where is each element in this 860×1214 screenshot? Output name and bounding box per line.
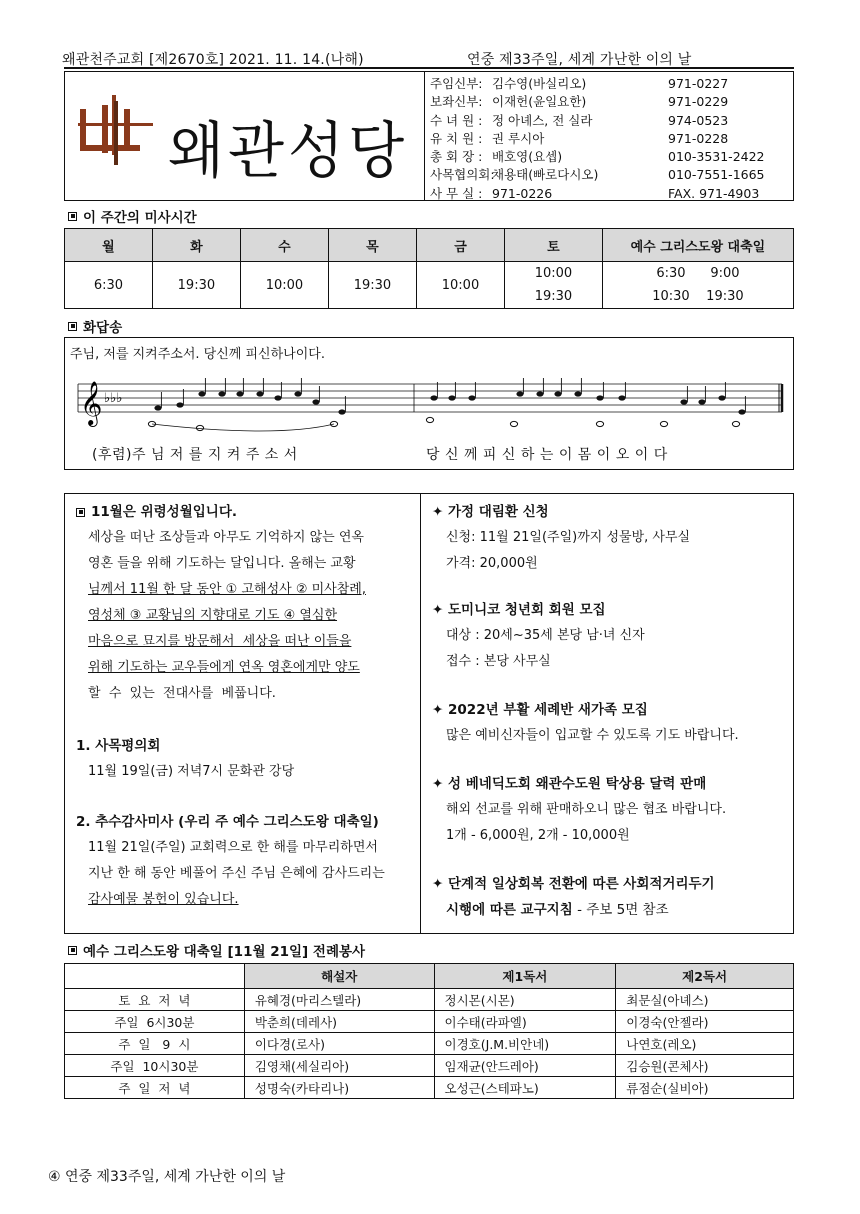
- staff-phone: 974-0523: [668, 112, 729, 128]
- announcement-line: 대상 : 20세~35세 본당 남·녀 신자: [446, 628, 645, 643]
- note-head: [256, 391, 263, 396]
- announcement-title: [432, 697, 792, 723]
- mass-time-line: 10:30 19:30: [652, 289, 744, 304]
- staff-name: 이재헌(윤일요한): [492, 94, 587, 110]
- staff-name: 971-0226: [492, 185, 553, 201]
- staff-row: [430, 112, 765, 130]
- announcement-line: 신청: 11월 21일(주일)까지 성물방, 사무실: [446, 530, 691, 545]
- svg-text:𝄞: 𝄞: [80, 381, 103, 425]
- staff-row: [430, 185, 765, 203]
- staff-row: [430, 93, 765, 111]
- staff-role: 사목협의회:: [430, 167, 495, 183]
- staff-row: [430, 166, 765, 184]
- mass-times-title: 이 주간의 미사시간: [83, 210, 197, 226]
- four-point-star-icon: ✦: [432, 504, 449, 520]
- staff-role: 유 치 원 :: [430, 130, 483, 146]
- square-bullet-icon: [68, 946, 77, 955]
- service-name-cell: 오성근(스테파노): [434, 1077, 616, 1099]
- announcement-title-text: 단계적 일상회복 전환에 따른 사회적거리두기: [448, 876, 715, 892]
- staff-row: [430, 130, 765, 148]
- service-column-header: 제2독서: [616, 964, 794, 989]
- staff-role: 보좌신부:: [430, 94, 483, 110]
- church-name-logo: 왜관성당: [168, 114, 409, 186]
- november-body-line: 영성체 ③ 교황님의 지향대로 기도 ④ 열심한: [88, 608, 338, 623]
- announcements-left: [76, 499, 416, 913]
- service-name-cell: 이경호(J.M.비안네): [434, 1033, 616, 1055]
- header-rule: [64, 67, 794, 69]
- square-bullet-icon: [68, 212, 77, 221]
- service-name-cell: 정시몬(시몬): [434, 989, 616, 1011]
- note-head: [718, 395, 725, 400]
- mass-time-cell: 6:30: [65, 262, 153, 309]
- announcement-title: [432, 771, 792, 797]
- announcement-title-text: 도미니코 청년회 회원 모집: [448, 602, 606, 618]
- staff-phone: 971-0229: [668, 94, 729, 110]
- service-column-header: 제1독서: [434, 964, 616, 989]
- note-head: [536, 391, 543, 396]
- service-column-header: 해설자: [244, 964, 434, 989]
- service-name-cell: 이다경(로사): [244, 1033, 434, 1055]
- psalm-score: [76, 372, 788, 442]
- service-row: [65, 1055, 794, 1077]
- announcement-title-text: 시행에 따른 교구지침: [446, 902, 573, 918]
- mass-time-line: 6:30 9:00: [656, 266, 740, 281]
- note-head: [154, 405, 161, 410]
- november-body: [76, 525, 416, 707]
- service-time-cell: 주 일 9 시: [65, 1033, 245, 1055]
- bass-note-head: [732, 421, 739, 426]
- page-footer: ④ 연중 제33주일, 세계 가난한 이의 날: [48, 1169, 286, 1185]
- service-heading: [68, 940, 365, 960]
- mass-day-header: 화: [152, 229, 240, 262]
- church-logo-icon: [78, 95, 158, 165]
- mass-day-header: 토: [505, 229, 603, 262]
- staff-directory: [430, 75, 765, 203]
- service-name-cell: 김승원(콘체사): [616, 1055, 794, 1077]
- service-name-cell: 성명숙(카타리나): [244, 1077, 434, 1099]
- staff-phone: 971-0227: [668, 76, 729, 91]
- psalm-lyrics-right: 당 신 께 피 신 하 는 이 몸 이 오 이 다: [426, 447, 668, 463]
- announcements-divider: [420, 493, 421, 934]
- mass-time-saturday: [505, 262, 603, 309]
- note-head: [338, 409, 345, 414]
- announcement-line: 가격: 20,000원: [446, 556, 538, 571]
- november-body-line: 세상을 떠난 조상들과 아무도 기억하지 않는 연옥: [88, 530, 364, 545]
- staff-name: 채용태(빠로다시오): [492, 167, 599, 183]
- announcement-line: 접수 : 본당 사무실: [446, 654, 551, 669]
- note-head: [274, 395, 281, 400]
- service-time-cell: 토 요 저 녁: [65, 989, 245, 1011]
- note-head: [468, 395, 475, 400]
- service-name-cell: 이수태(라파엘): [434, 1011, 616, 1033]
- service-row: [65, 1011, 794, 1033]
- service-name-cell: 김영채(세실리아): [244, 1055, 434, 1077]
- announcement-title: [432, 871, 792, 897]
- thanksgiving-mass-body: [76, 835, 416, 913]
- staff-role: 주임신부:: [430, 76, 483, 91]
- note-head: [218, 391, 225, 396]
- note-head: [430, 395, 437, 400]
- november-body-line: 영혼 들을 위해 기도하는 달입니다. 올해는 교황: [88, 556, 356, 571]
- bass-note-head: [426, 417, 433, 422]
- staff-phone: FAX. 971-4903: [668, 185, 760, 201]
- november-body-line: 님께서 11월 한 달 동안 ① 고해성사 ② 미사참례,: [88, 582, 366, 597]
- service-column-header: [65, 964, 245, 989]
- staff-name: 배호영(요셉): [492, 149, 563, 165]
- mass-day-header: 금: [416, 229, 504, 262]
- pastoral-council-body: 11월 19일(금) 저녁7시 문화관 강당: [88, 764, 295, 779]
- note-head: [680, 399, 687, 404]
- november-body-line: 마음으로 묘지를 방문해서 세상을 떠난 이들을: [88, 634, 352, 649]
- note-head: [236, 391, 243, 396]
- service-title: 예수 그리스도왕 대축일 [11월 21일] 전례봉사: [83, 944, 366, 960]
- staff-phone: 971-0228: [668, 130, 729, 146]
- service-name-cell: 나연호(레오): [616, 1033, 794, 1055]
- announcement-line: 많은 예비신자들이 입교할 수 있도록 기도 바랍니다.: [446, 728, 739, 743]
- service-name-cell: 유혜경(마리스텔라): [244, 989, 434, 1011]
- bulletin-issue: 왜관천주교회 [제2670호] 2021. 11. 14.(나해): [62, 52, 364, 68]
- bass-note-head: [660, 421, 667, 426]
- bass-note-head: [510, 421, 517, 426]
- announcements-right: [432, 499, 792, 923]
- note-head: [554, 391, 561, 396]
- staff-name: 권 루시아: [492, 130, 545, 146]
- note-head: [294, 391, 301, 396]
- four-point-star-icon: ✦: [432, 702, 449, 718]
- liturgy-service-table: [64, 963, 794, 1099]
- november-body-line: 위해 기도하는 교우들에게 연옥 영혼에게만 양도: [88, 660, 360, 675]
- service-time-cell: 주일 10시30분: [65, 1055, 245, 1077]
- mass-times-heading: [68, 206, 197, 226]
- mass-time-cell: 19:30: [328, 262, 416, 309]
- note-head: [176, 402, 183, 407]
- mass-day-header: 월: [65, 229, 153, 262]
- psalm-title: 화답송: [83, 320, 123, 336]
- staff-role: 수 녀 원 :: [430, 112, 483, 128]
- square-bullet-icon: [68, 322, 77, 331]
- november-body-line: 할 수 있는 전대사를 베풉니다.: [88, 686, 276, 701]
- mass-time-sunday: [602, 262, 793, 309]
- mass-time-cell: 10:00: [240, 262, 328, 309]
- announcement-title-text: 2022년 부활 세례반 새가족 모집: [448, 702, 648, 718]
- announcement-title-text: 가정 대림환 신청: [448, 504, 549, 520]
- mass-time-line: 10:00: [534, 266, 573, 281]
- note-head: [516, 391, 523, 396]
- announcement-title: [432, 597, 792, 623]
- service-row: [65, 1033, 794, 1055]
- note-head: [618, 395, 625, 400]
- service-time-cell: 주 일 저 녁: [65, 1077, 245, 1099]
- square-bullet-icon: [76, 508, 85, 517]
- service-row: [65, 989, 794, 1011]
- mass-time-cell: 10:00: [416, 262, 504, 309]
- note-head: [312, 399, 319, 404]
- service-name-cell: 이경숙(안젤라): [616, 1011, 794, 1033]
- four-point-star-icon: ✦: [432, 876, 449, 892]
- mass-day-header: 예수 그리스도왕 대축일: [602, 229, 793, 262]
- four-point-star-icon: ✦: [432, 602, 449, 618]
- staff-row: [430, 75, 765, 93]
- svg-text:♭♭♭: ♭♭♭: [104, 391, 123, 406]
- thanksgiving-mass-line: 지난 한 해 동안 베풀어 주신 주님 은혜에 감사드리는: [88, 866, 385, 881]
- service-name-cell: 박춘희(데레사): [244, 1011, 434, 1033]
- thanksgiving-mass-line: 11월 21일(주일) 교회력으로 한 해를 마무리하면서: [88, 840, 378, 855]
- masthead-divider: [424, 71, 425, 201]
- psalm-lyrics-left: (후렴)주 님 저 를 지 켜 주 소 서: [92, 447, 298, 463]
- thanksgiving-mass-line: 감사예물 봉헌이 있습니다.: [88, 892, 239, 907]
- staff-role: 사 무 실 :: [430, 185, 483, 201]
- psalm-heading: [68, 316, 122, 336]
- bulletin-sunday-title: 연중 제33주일, 세계 가난한 이의 날: [467, 52, 692, 68]
- november-title: 11월은 위령성월입니다.: [91, 504, 237, 520]
- announcement-title: [432, 499, 792, 525]
- announcement-line: 해외 선교를 위해 판매하오니 많은 협조 바랍니다.: [446, 802, 727, 817]
- service-name-cell: 최문실(아녜스): [616, 989, 794, 1011]
- service-name-cell: 류점순(실비아): [616, 1077, 794, 1099]
- announcement-title-text: 성 베네딕도회 왜관수도원 탁상용 달력 판매: [448, 776, 707, 792]
- psalm-refrain-text: 주님, 저를 지켜주소서. 당신께 피신하나이다.: [70, 347, 325, 362]
- bass-note-head: [596, 421, 603, 426]
- four-point-star-icon: ✦: [432, 776, 449, 792]
- note-head: [198, 391, 205, 396]
- note-head: [698, 399, 705, 404]
- note-head: [574, 391, 581, 396]
- staff-name: 김수영(바실리오): [492, 76, 587, 91]
- mass-day-header: 수: [240, 229, 328, 262]
- bulletin-header: [62, 49, 797, 69]
- service-row: [65, 1077, 794, 1099]
- pastoral-council-title: 1. 사목평의회: [76, 738, 161, 754]
- staff-name: 정 아녜스, 전 실라: [492, 112, 593, 128]
- note-head: [596, 395, 603, 400]
- staff-phone: 010-3531-2422: [668, 149, 765, 165]
- thanksgiving-mass-title: 2. 추수감사미사 (우리 주 예수 그리스도왕 대축일): [76, 814, 379, 830]
- staff-phone: 010-7551-1665: [668, 167, 765, 183]
- mass-times-table: [64, 228, 794, 309]
- announcement-line: 1개 - 6,000원, 2개 - 10,000원: [446, 828, 630, 843]
- staff-role: 총 회 장 :: [430, 149, 483, 165]
- service-time-cell: 주일 6시30분: [65, 1011, 245, 1033]
- announcement-title-cont: [432, 897, 792, 923]
- mass-time-line: 19:30: [534, 289, 573, 304]
- mass-day-header: 목: [328, 229, 416, 262]
- staff-row: [430, 148, 765, 166]
- mass-time-cell: 19:30: [152, 262, 240, 309]
- note-head: [738, 409, 745, 414]
- announcement-ref: - 주보 5면 참조: [572, 902, 669, 918]
- november-heading: [76, 499, 416, 525]
- service-name-cell: 임재균(안드레아): [434, 1055, 616, 1077]
- note-head: [448, 395, 455, 400]
